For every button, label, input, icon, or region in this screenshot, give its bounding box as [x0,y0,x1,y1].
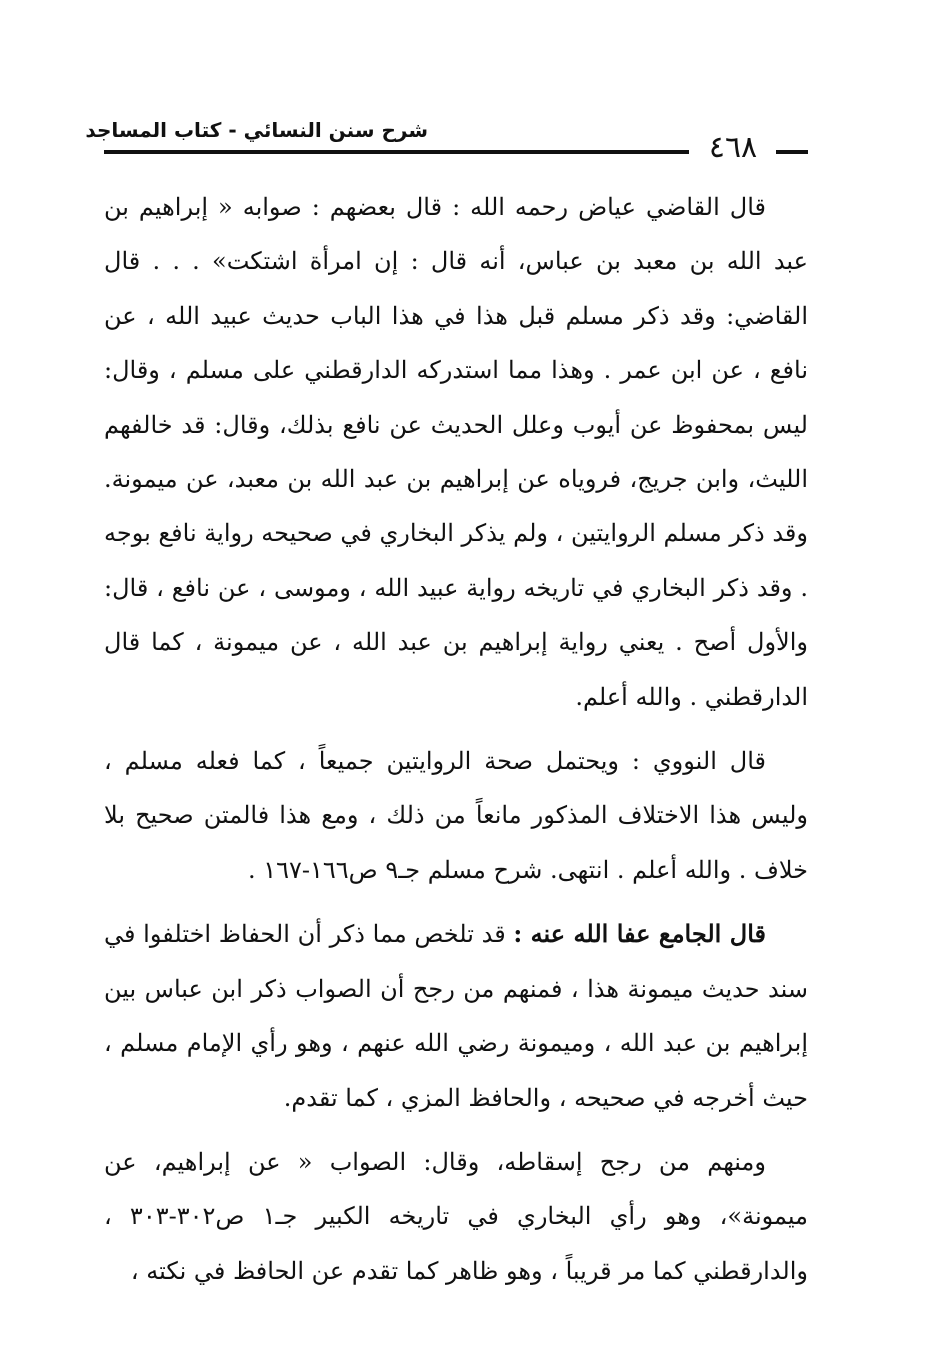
body-text [104,180,808,1298]
paragraph-text: قال القاضي عياض رحمه الله : قال بعضهم : صوابه « إبراهيم بن عبد الله بن معبد بن عباس، أنه قال : إن امرأة اشتكت» . . . قال القاضي: وقد ذكر مسلم قبل هذا في هذا الباب حديث عبيد الله ، عن نافع ، عن ابن عمر . وهذا مما استدركه الدارقطني على مسلم ، وقال: ليس بمحفوظ عن أيوب وعلل الحديث عن نافع بذلك، وقال: قد خالفهم الليث، وابن جريج، فروياه عن إبراهيم بن عبد الله بن معبد، عن ميمونة. وقد ذكر مسلم الروايتين ، ولم يذكر البخاري في صحيحه رواية نافع بوجه . وقد ذكر البخاري في تاريخه رواية عبيد الله ، وموسى ، عن نافع ، قال: والأول أصح . يعني رواية إبراهيم بن عبد الله ، عن ميمونة ، كما قال الدارقطني . والله أعلم. [104,193,809,711]
page-number-rule [776,150,808,154]
paragraph-lead: قال الجامع عفا الله عنه : [513,919,766,949]
header-rule [104,150,689,154]
page-number: ٤٦٨ [708,130,758,165]
paragraph-qadi-iyad [104,180,808,724]
running-header-title: شرح سنن النسائي - كتاب المساجد [85,118,428,142]
paragraph-isqat [104,1135,808,1298]
paragraph-nawawi [104,734,808,897]
paragraph-text: ومنهم من رجح إسقاطه، وقال: الصواب « عن إبراهيم، عن ميمونة»، وهو رأي البخاري في تاريخه الكبير جـ١ ص٣٠٢-٣٠٣ ، والدارقطني كما مر قريباً ، وهو ظاهر كما تقدم عن الحافظ في نكته ، [104,1147,808,1285]
paragraph-text: قال النووي : ويحتمل صحة الروايتين جميعاً ، كما فعله مسلم ، وليس هذا الاختلاف المذكور مانعاً من ذلك ، ومع هذا فالمتن صحيح بلا خلاف . والله أعلم . انتهى. شرح مسلم جـ٩ ص١٦٦-١٦٧ . [104,747,808,884]
paragraph-jami [104,907,808,1125]
paragraph-text: قد تلخص مما ذكر أن الحفاظ اختلفوا في سند حديث ميمونة هذا ، فمنهم من رجح أن الصواب ذكر ابن عباس بين إبراهيم بن عبد الله ، وميمونة رضي الله عنهم ، وهو رأي الإمام مسلم ، حيث أخرجه في صحيحه ، والحافظ المزي ، كما تقدم. [104,920,808,1112]
